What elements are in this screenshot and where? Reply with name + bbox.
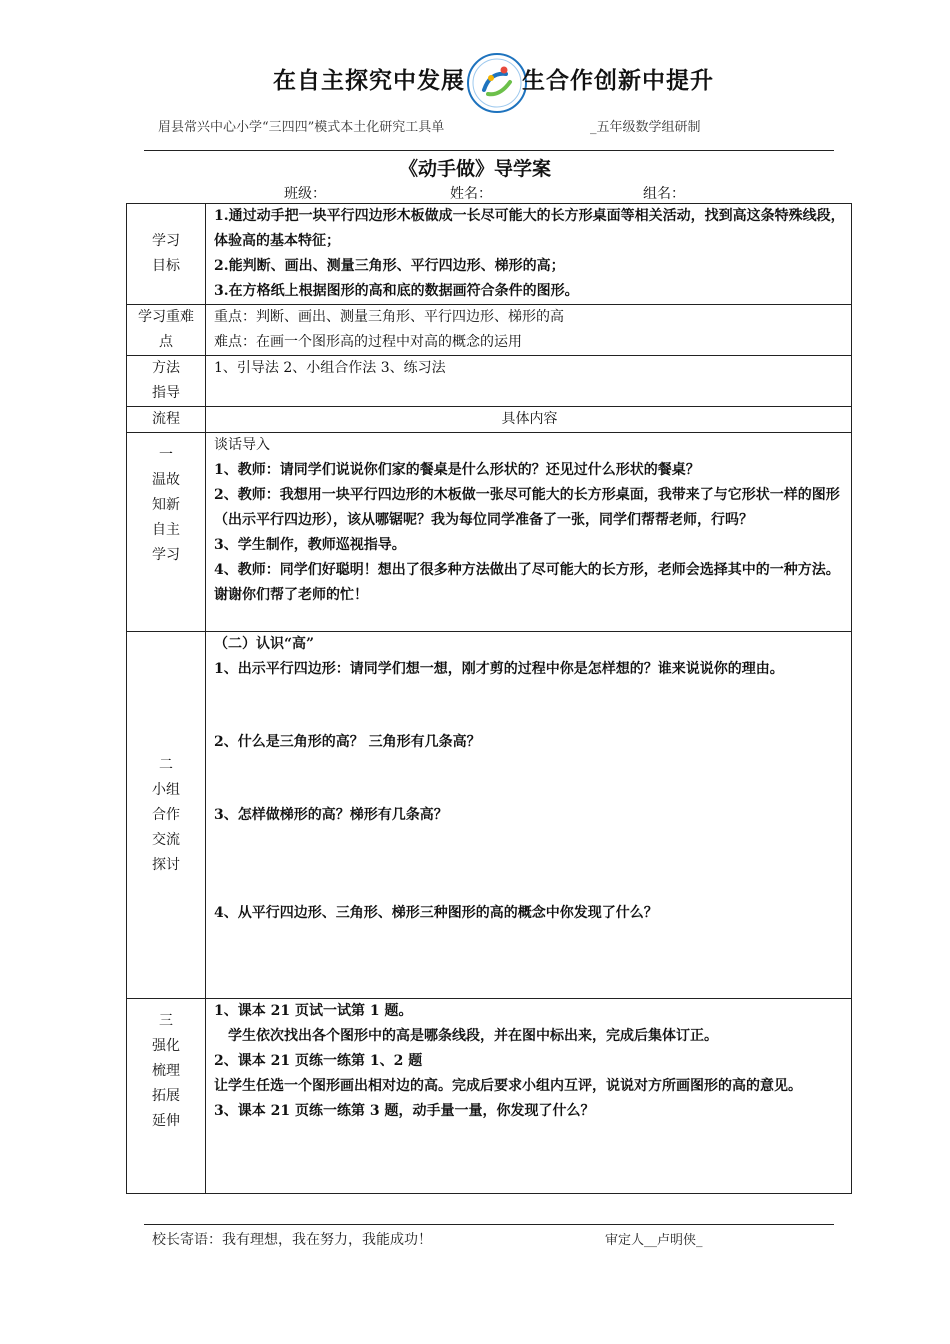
step3-line-3: 2、课本 21 页练一练第 1、2 题 <box>214 1053 423 1069</box>
subheader-grade: _五年级数学组研制 <box>590 120 701 135</box>
table-row <box>127 407 852 433</box>
footer-rule <box>144 1224 834 1225</box>
class-label: 班级： <box>284 186 326 202</box>
row-label-step2: 二 小组 合作 交流 探讨 <box>127 632 206 999</box>
row-label-process: 流程 <box>127 407 206 433</box>
page-title: 《动手做》导学案 <box>398 158 551 180</box>
table-row <box>127 356 852 407</box>
step1-line-1: 谈话导入 <box>214 437 270 453</box>
header-banner <box>0 52 950 102</box>
table-row <box>127 305 852 356</box>
goal-content <box>206 204 852 305</box>
row-label-step3: 三 强化 梳理 拓展 延伸 <box>127 999 206 1194</box>
step1-line-2: 1、教师：请同学们说说你们家的餐桌是什么形状的？还见过什么形状的餐桌？ <box>214 462 700 478</box>
row-label-goal: 学习 目标 <box>127 204 206 305</box>
step2-line-3: 2、什么是三角形的高？ 三角形有几条高？ <box>214 734 481 750</box>
step1-line-4: 3、学生制作，教师巡视指导。 <box>214 537 406 553</box>
goal-line-3: 3.在方格纸上根据图形的高和底的数据画符合条件的图形。 <box>214 283 579 299</box>
lesson-plan-table <box>126 203 852 1194</box>
table-row <box>127 999 852 1194</box>
step1-line-5: 4、教师：同学们好聪明！想出了很多种方法做出了尽可能大的长方形，老师会选择其中的一种方法。谢谢你们帮了老师的忙！ <box>214 562 840 603</box>
school-logo-icon <box>466 52 528 114</box>
reviewer: 审定人__卢明侠_ <box>605 1233 703 1248</box>
keypoint-line-2: 难点：在画一个图形高的过程中对高的概念的运用 <box>214 334 522 350</box>
table-row <box>127 433 852 632</box>
step3-line-1: 1、课本 21 页试一试第 1 题。 <box>214 1003 413 1019</box>
name-label: 姓名： <box>450 186 492 202</box>
group-label: 组名： <box>643 186 685 202</box>
goal-line-2: 2.能判断、画出、测量三角形、平行四边形、梯形的高； <box>214 258 565 274</box>
step2-line-1: （二）认识“高” <box>214 636 315 652</box>
row-label-step1: 一 温故 知新 自主 学习 <box>127 433 206 632</box>
step3-content <box>206 999 852 1194</box>
principal-motto: 校长寄语：我有理想，我在努力，我能成功！ <box>152 1232 432 1248</box>
keypoint-line-1: 重点：判断、画出、测量三角形、平行四边形、梯形的高 <box>214 309 564 325</box>
step3-line-2: 学生依次找出各个图形中的高是哪条线段，并在图中标出来，完成后集体订正。 <box>228 1028 718 1044</box>
subheader-school: 眉县常兴中心小学“三四四”模式本土化研究工具单 <box>158 120 445 135</box>
method-content <box>206 356 852 407</box>
table-row <box>127 204 852 305</box>
row-label-method: 方法 指导 <box>127 356 206 407</box>
step3-line-5: 3、课本 21 页练一练第 3 题，动手量一量，你发现了什么？ <box>214 1103 595 1119</box>
step2-line-5: 4、从平行四边形、三角形、梯形三种图形的高的概念中你发现了什么？ <box>214 905 658 921</box>
step2-line-2: 1、出示平行四边形：请同学们想一想，刚才剪的过程中你是怎样想的？谁来说说你的理由。 <box>214 661 784 677</box>
row-label-keypoint: 学习重难 点 <box>127 305 206 356</box>
header-rule <box>144 150 834 151</box>
step1-line-3: 2、教师：我想用一块平行四边形的木板做一张尽可能大的长方形桌面，我带来了与它形状一样的图形（出示平行四边形），该从哪锯呢？我为每位同学准备了一张，同学们帮帮老师，行吗？ <box>214 487 840 528</box>
process-header: 具体内容 <box>206 407 852 433</box>
step1-content <box>206 433 852 632</box>
step2-line-4: 3、怎样做梯形的高？梯形有几条高？ <box>214 807 448 823</box>
banner-slogan-right: 生合作创新中提升 <box>522 68 714 94</box>
method-line-1: 1、引导法 2、小组合作法 3、练习法 <box>214 360 446 376</box>
step2-content <box>206 632 852 999</box>
banner-slogan-left: 在自主探究中发展 <box>273 68 465 94</box>
table-row <box>127 632 852 999</box>
keypoint-content <box>206 305 852 356</box>
goal-line-1: 1.通过动手把一块平行四边形木板做成一长尽可能大的长方形桌面等相关活动，找到高这条特殊线段，体验高的基本特征； <box>214 208 845 249</box>
step3-line-4: 让学生任选一个图形画出相对边的高。完成后要求小组内互评，说说对方所画图形的高的意见。 <box>214 1078 802 1094</box>
